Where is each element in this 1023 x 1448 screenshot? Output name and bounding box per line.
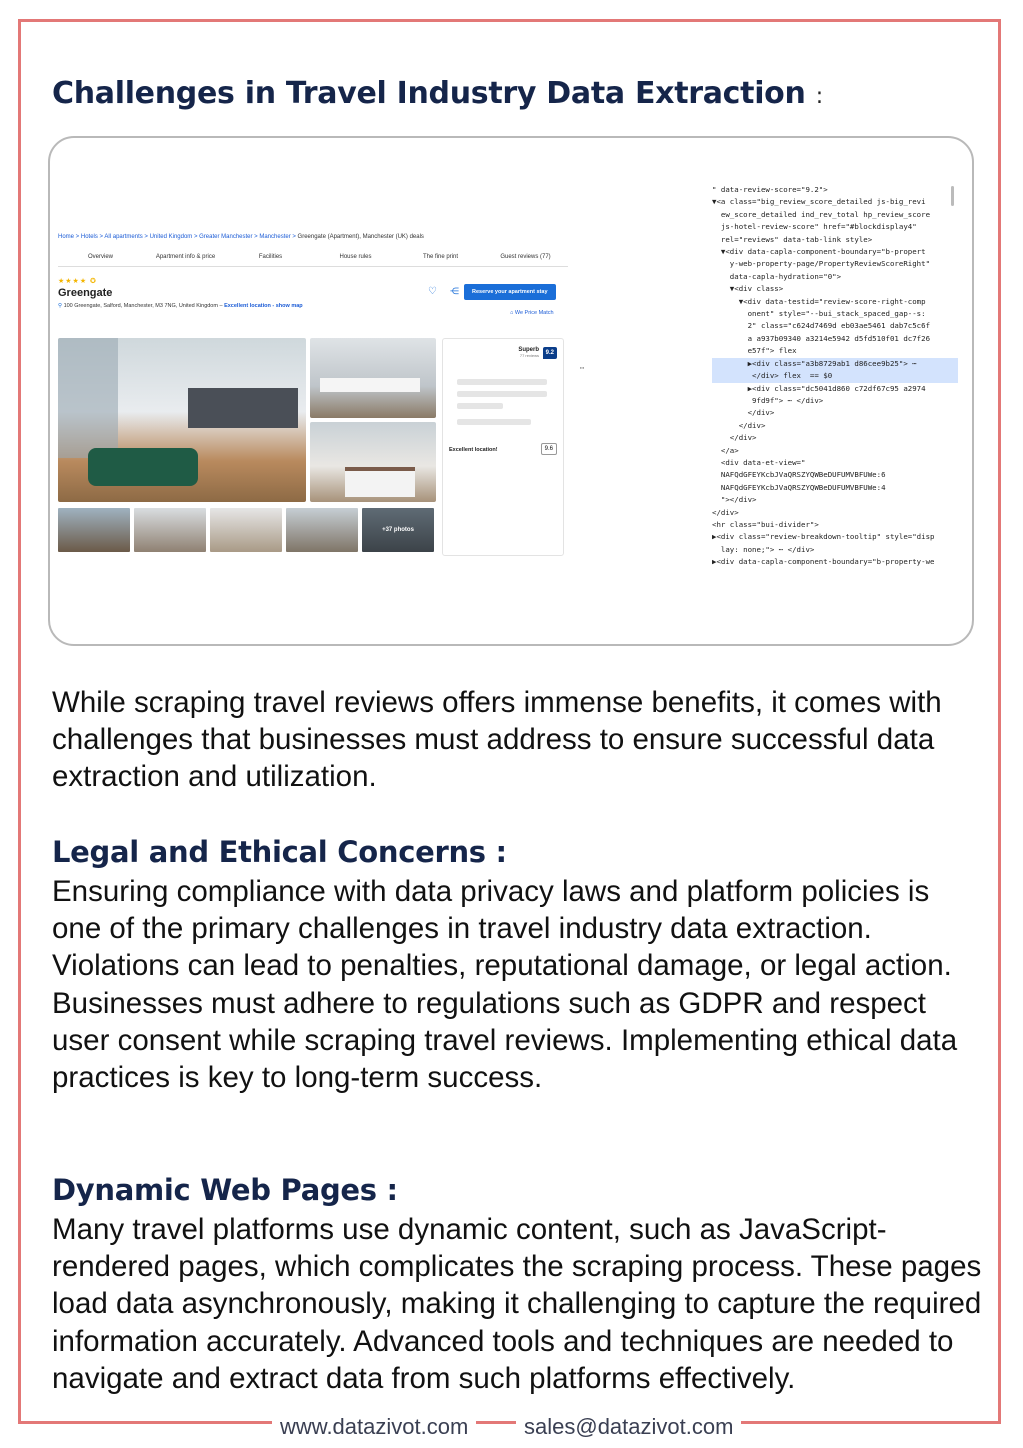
- tab-facilities[interactable]: Facilities: [258, 254, 283, 260]
- bedroom-photo[interactable]: [310, 422, 436, 502]
- excellent-location-label: Excellent location!: [449, 447, 498, 453]
- gutter-dots[interactable]: ⋯: [580, 364, 585, 372]
- intro-paragraph: While scraping travel reviews offers immense benefits, it comes with challenges that businesses must address to ensure successful data extraction and utilization.: [52, 686, 942, 794]
- footer-website[interactable]: www.datazivot.com: [272, 1412, 476, 1442]
- loading-placeholder: [457, 391, 547, 397]
- thumbnail[interactable]: [134, 508, 206, 552]
- code-line[interactable]: ▼<div data-capla-component-boundary="b-propert: [712, 247, 926, 257]
- tab-apartment-info[interactable]: Apartment info & price: [155, 254, 216, 260]
- review-count: 77 reviews: [519, 353, 539, 358]
- loading-placeholder: [457, 419, 531, 425]
- code-line[interactable]: <hr class="bui-divider">: [712, 519, 819, 529]
- code-line[interactable]: rel="reviews" data-tab-link style>: [712, 234, 873, 244]
- code-line[interactable]: NAFQdGFEYKcbJVaQRSZYQWBeDUFUMVBFUWe:6: [712, 470, 886, 480]
- code-line[interactable]: 2" class="c624d7469d eb03ae5461 dab7c5c6f: [712, 321, 931, 331]
- tab-fine-print[interactable]: The fine print: [422, 254, 459, 260]
- code-line[interactable]: <div data-et-view=": [712, 457, 806, 467]
- score-badge: 9.2: [543, 347, 557, 359]
- code-line[interactable]: NAFQdGFEYKcbJVaQRSZYQWBeDUFUMVBFUWe:4: [712, 482, 886, 492]
- code-line[interactable]: </div>: [712, 433, 757, 443]
- rating-word-text: Superb: [518, 347, 539, 353]
- price-match-link[interactable]: ⌂ We Price Match: [510, 310, 554, 316]
- address-text: 100 Greengate, Salford, Manchester, M3 7NG, United Kingdom –: [63, 303, 223, 309]
- heart-icon[interactable]: ♡: [428, 286, 437, 297]
- code-line-selected[interactable]: ▶<div class="a3b8729ab1 d86cee9b25"> ⋯: [712, 358, 958, 370]
- code-line[interactable]: ▼<div data-testid="review-score-right-comp: [712, 296, 926, 306]
- breadcrumb-item[interactable]: Manchester: [259, 234, 291, 240]
- section-body-dynamic: Many travel platforms use dynamic content, such as JavaScript-rendered pages, which complicates the scraping process. These pages load data asynchronously, making it challenging to capture the required information accurately. Advanced tools and techniques are needed to navigate and extract data from such platforms effectively.: [52, 1213, 982, 1395]
- code-line[interactable]: 9fd9f"> ⋯ </div>: [712, 395, 824, 405]
- section-heading-dynamic: Dynamic Web Pages :: [52, 1173, 398, 1207]
- hotel-address: [58, 303, 568, 309]
- code-block: [712, 184, 958, 569]
- code-line[interactable]: </div>: [712, 507, 739, 517]
- code-line[interactable]: ▼<a class="big_review_score_detailed js-big_revi: [712, 197, 926, 207]
- tab-house-rules[interactable]: House rules: [339, 254, 372, 260]
- hotel-name: Greengate: [58, 287, 113, 299]
- code-line[interactable]: data-capla-hydration="0">: [712, 271, 842, 281]
- code-line[interactable]: onent" style="--bui_stack_spaced_gap--s:: [712, 309, 926, 319]
- main-photo[interactable]: [58, 338, 306, 502]
- loading-placeholder: [457, 379, 547, 385]
- breadcrumb-item[interactable]: Greater Manchester: [199, 234, 253, 240]
- code-line[interactable]: </div>: [712, 408, 775, 418]
- section-body-legal: Ensuring compliance with data privacy laws and platform policies is one of the primary challenges in travel industry data extraction. Violations can lead to penalties, reputational damage, or legal action. Businesses must adhere to regulations such as GDPR and respect user consent while scraping travel reviews. Implementing ethical data practices is key to long-term success.: [52, 875, 958, 1095]
- page-title: Challenges in Travel Industry Data Extraction :: [52, 76, 823, 111]
- thumbnail[interactable]: [58, 508, 130, 552]
- show-map-link[interactable]: Excellent location - show map: [224, 303, 303, 309]
- section-heading-legal: Legal and Ethical Concerns :: [52, 835, 507, 869]
- thumbnail[interactable]: [210, 508, 282, 552]
- breadcrumb-item[interactable]: Home: [58, 234, 75, 240]
- code-line[interactable]: ▶<div class="review-breakdown-tooltip" style="disp: [712, 532, 935, 542]
- photo-kitchen: [188, 388, 298, 428]
- kitchen-photo[interactable]: [310, 338, 436, 418]
- code-line[interactable]: ▶<div data-capla-component-boundary="b-property-we: [712, 557, 935, 567]
- price-match-label: We Price Match: [514, 310, 554, 316]
- code-line[interactable]: ▶<div class="dc5041d860 c72df67c95 a2974: [712, 383, 926, 393]
- thumbnail[interactable]: [286, 508, 358, 552]
- star-rating: ★★★★ ✪: [58, 278, 97, 285]
- photo-bed: [345, 467, 415, 497]
- breadcrumb: Home > Hotels > All apartments > United Kingdom > Greater Manchester > Manchester > Greengate (Apartment), Manchester (UK) deals: [58, 234, 424, 240]
- code-line-selected[interactable]: </div> flex == $0: [712, 370, 958, 382]
- reserve-button[interactable]: Reserve your apartment stay: [464, 284, 556, 300]
- code-line[interactable]: js-hotel-review-score" href="#blockdisplay4": [712, 222, 917, 232]
- code-line[interactable]: y-web-property-page/PropertyReviewScoreRight": [712, 259, 931, 269]
- review-score-card[interactable]: [442, 338, 564, 556]
- breadcrumb-item[interactable]: United Kingdom: [149, 234, 193, 240]
- photo-window: [58, 338, 118, 458]
- devtools-elements-panel: [580, 184, 960, 580]
- screenshot-panel: [48, 136, 974, 646]
- code-line[interactable]: a a937b09340 a3214e5942 d5fd510f01 dc7f26: [712, 333, 931, 343]
- photo-counter: [320, 378, 420, 392]
- property-tabs: [58, 254, 568, 260]
- breadcrumb-current: Greengate (Apartment), Manchester (UK) deals: [297, 234, 424, 240]
- breadcrumb-item[interactable]: All apartments: [104, 234, 143, 240]
- loading-placeholder: [457, 403, 503, 409]
- more-photos-thumbnail[interactable]: [362, 508, 434, 552]
- tab-guest-reviews[interactable]: Guest reviews (77): [500, 254, 551, 260]
- more-photos-label: +37 photos: [382, 527, 414, 533]
- code-line[interactable]: </div>: [712, 420, 766, 430]
- code-line[interactable]: " data-review-score="9.2">: [712, 185, 828, 194]
- code-line[interactable]: lay: none;"> ⋯ </div>: [712, 544, 815, 554]
- tab-overview[interactable]: Overview: [87, 254, 113, 260]
- share-icon[interactable]: ⋲: [450, 286, 459, 296]
- photo-sofa: [88, 448, 198, 486]
- tabs-divider: [58, 266, 568, 267]
- location-pin-icon: ⚲: [58, 303, 63, 309]
- breadcrumb-item[interactable]: Hotels: [80, 234, 98, 240]
- code-line[interactable]: </a>: [712, 445, 739, 455]
- location-score: 9.6: [541, 443, 557, 455]
- rating-word: [518, 347, 539, 358]
- footer-email[interactable]: sales@datazivot.com: [516, 1412, 741, 1442]
- hotel-page-mock: [58, 234, 568, 533]
- code-line[interactable]: "></div>: [712, 495, 757, 505]
- code-line[interactable]: ew_score_detailed ind_rev_total hp_review_score: [712, 209, 931, 219]
- code-line[interactable]: e57f"> flex: [712, 346, 797, 356]
- code-line[interactable]: ▼<div class>: [712, 284, 784, 294]
